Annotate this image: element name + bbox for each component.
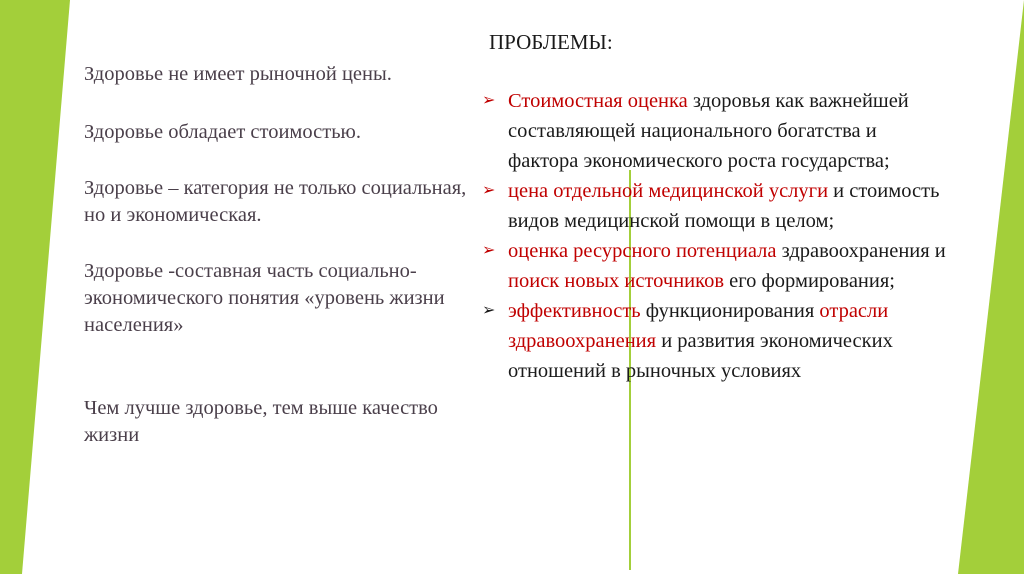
highlight: оценка ресурсного потенциала <box>508 240 777 262</box>
text: здоровья как важнейшей составляющей национального богатства и фактора экономического роста государства; <box>508 90 909 172</box>
arrow-bullet-icon: ➢ <box>482 182 496 199</box>
highlight: поиск новых источников <box>508 270 725 292</box>
statement-4: Здоровье -составная часть социально-экономического понятия «уровень жизни населения» <box>84 260 445 336</box>
highlight: эффективность <box>508 300 641 322</box>
highlight: цена отдельной медицинской услуги <box>508 180 829 202</box>
problem-item-4 <box>480 296 950 386</box>
highlight: отрасли здравоохранения <box>508 300 889 352</box>
text: его формирования; <box>724 270 896 292</box>
text: здравоохранения и <box>776 240 946 262</box>
statement-3: Здоровье – категория не только социальная, но и экономическая. <box>84 177 467 226</box>
problem-item-1 <box>480 86 950 176</box>
statement-1: Здоровье не имеет рыночной цены. <box>84 63 392 85</box>
problems-list <box>480 86 950 386</box>
text: функционирования <box>640 300 820 322</box>
problem-item-2 <box>480 176 950 236</box>
problem-item-3 <box>480 236 950 296</box>
arrow-bullet-icon: ➢ <box>482 242 496 259</box>
statement-5: Чем лучше здоровье, тем выше качество жизни <box>84 397 438 446</box>
arrow-bullet-icon: ➢ <box>482 92 496 109</box>
statement-2: Здоровье обладает стоимостью. <box>84 121 361 143</box>
text: и стоимость видов медицинской помощи в целом; <box>508 180 940 232</box>
arrow-bullet-icon: ➢ <box>482 302 496 319</box>
left-green-stripe <box>0 0 70 574</box>
problems-title: ПРОБЛЕМЫ: <box>489 30 613 54</box>
right-green-stripe <box>944 0 1024 574</box>
highlight: Стоимостная оценка <box>508 90 688 112</box>
text: и развития экономических отношений в рыночных условиях <box>508 330 893 382</box>
